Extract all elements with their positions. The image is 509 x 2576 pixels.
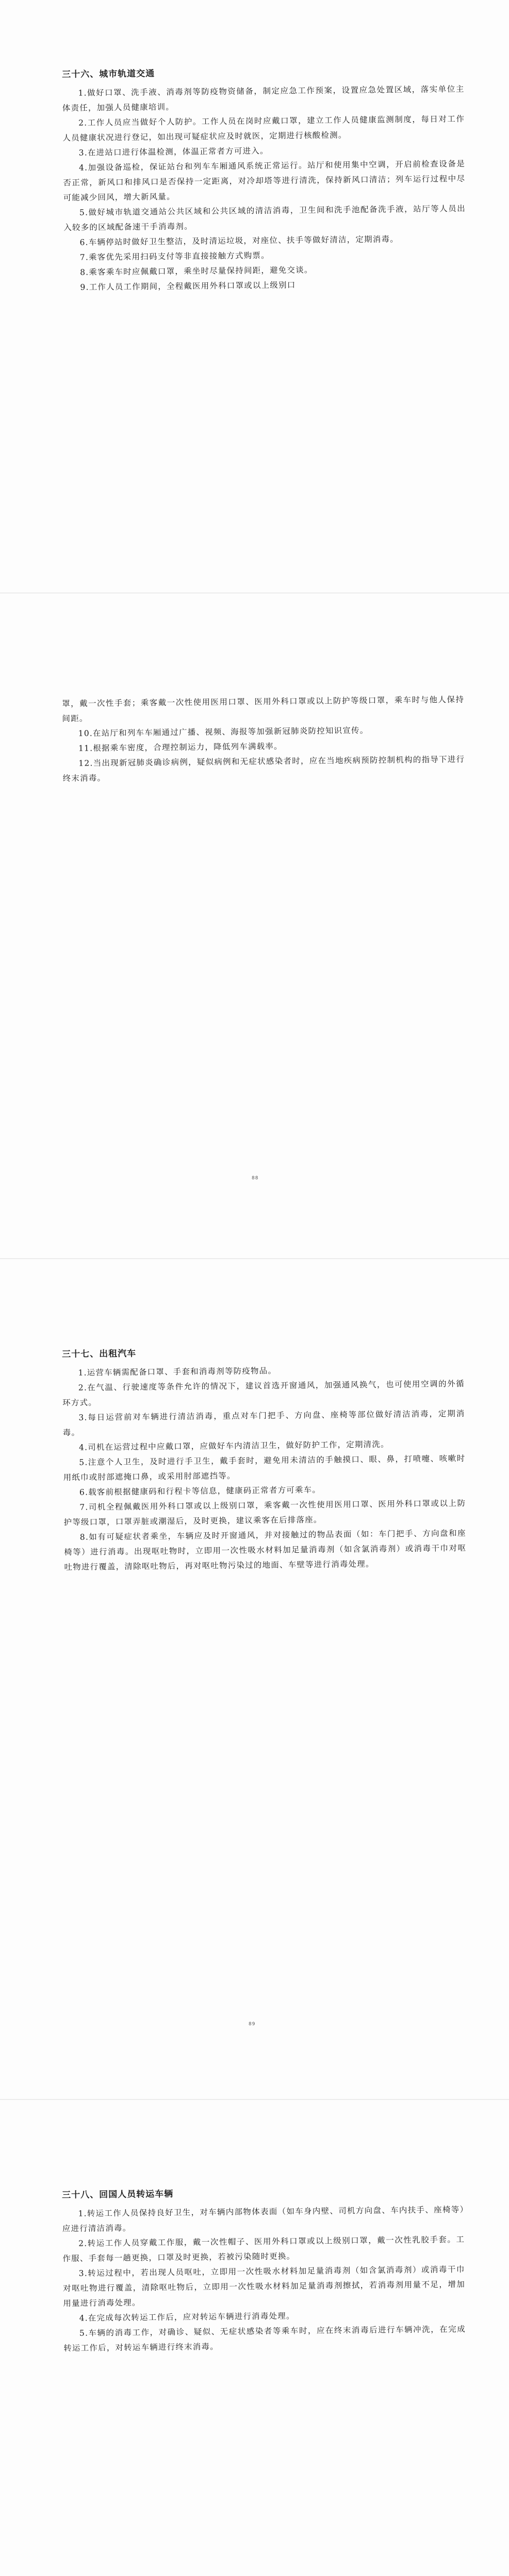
page-content bbox=[62, 2183, 466, 2356]
section-heading: 三十六、城市轨道交通 bbox=[62, 69, 155, 80]
paragraph: 2.工作人员应当做好个人防护。工作人员在岗时应戴口罩，建立工作人员健康监测制度，每日对工作人员健康状况进行登记，如出现可疑症状应及时就医，定期进行核酸检测。 bbox=[62, 114, 465, 143]
paragraph: 2.转运工作人员穿戴工作服，戴一次性帽子、医用外科口罩或以上级别口罩，戴一次性乳胶手套。工作服、手套每一趟更换，口罩及时更换，若被污染随时更换。 bbox=[62, 2234, 465, 2263]
paragraph: 10.在站厅和列车车厢通过广播、视频、海报等加强新冠肺炎防控知识宣传。 bbox=[78, 725, 369, 738]
paragraph: 12.当出现新冠肺炎确诊病例，疑似病例和无症状感染者时，应在当地疾病预防控制机构的指导下进行终末消毒。 bbox=[62, 754, 465, 783]
paragraph: 5.注意个人卫生，及时进行手卫生，戴手套时，避免用未清洁的手触摸口、眼、鼻，打喷嚏、咳嗽时用纸巾或肘部遮掩口鼻，或采用肘部遮挡等。 bbox=[63, 1453, 466, 1482]
paragraph: 7.司机全程佩戴医用外科口罩或以上级别口罩，乘客戴一次性使用医用口罩、医用外科口罩或以上防护等级口罩，口罩弄脏或潮湿后，及时更换，建议乘客在后排落座。 bbox=[63, 1498, 466, 1527]
paragraph: 2.在气温、行驶速度等条件允许的情况下，建议首选开窗通风，加强通风换气，也可使用空调的外循环方式。 bbox=[62, 1379, 465, 1408]
paragraph: 3.转运过程中，若出现人员呕吐，立即用一次性吸水材料加足量消毒剂（如含氯消毒剂）或消毒干巾对呕吐物进行覆盖，清除呕吐物后，立即用一次性吸水材料加足量消毒剂擦拭，若消毒剂用量不足，增加用量进行消毒处理。 bbox=[62, 2264, 466, 2308]
paragraph: 5.做好城市轨道交通站公共区域和公共区域的清洁消毒，卫生间和洗手池配备洗手液，站厅等人员出入较多的区域配备速干手消毒剂。 bbox=[63, 204, 466, 232]
paragraph: 3.每日运营前对车辆进行清洁消毒，重点对车门把手、方向盘、座椅等部位做好清洁消毒，定期消毒。 bbox=[62, 1409, 465, 1437]
page-number: 89 bbox=[249, 2022, 256, 2027]
document-page-2 bbox=[0, 594, 509, 1258]
page-content bbox=[62, 692, 465, 786]
document-page-3 bbox=[0, 1259, 509, 2099]
section-heading: 三十七、出租汽车 bbox=[62, 1348, 137, 1360]
page-content bbox=[62, 1343, 467, 1575]
page-content bbox=[62, 63, 467, 295]
paragraph: 5.车辆的消毒工作，对确诊、疑似、无症状感染者等乘车时，应在终末消毒后进行车辆冲洗，在完成转运工作后，对转运车辆进行终末消毒。 bbox=[63, 2324, 466, 2353]
document-page-1 bbox=[0, 0, 509, 592]
paragraph: 8.乘客乘车时应佩戴口罩，乘坐时尽量保持间距，避免交谈。 bbox=[80, 265, 313, 277]
paragraph: 1.运营车辆需配备口罩、手套和消毒剂等防疫物品。 bbox=[78, 1366, 277, 1378]
document-page-4 bbox=[0, 2100, 509, 2576]
paragraph: 9.工作人员工作期间，全程戴医用外科口罩或以上级别口 bbox=[80, 280, 296, 292]
paragraph: 4.在完成每次转运工作后，应对转运车辆进行消毒处理。 bbox=[79, 2311, 295, 2323]
paragraph: 11.根据乘车密度，合理控制运力，降低列车满载率。 bbox=[78, 741, 283, 753]
paragraph: 7.乘客优先采用扫码支付等非直接接触方式购票。 bbox=[79, 250, 270, 262]
paragraph: 8.如有可疑症状者乘坐，车辆应及时开窗通风，并对接触过的物品表面（如：车门把手、方向盘和座椅等）进行消毒。出现呕吐物时，立即用一次性吸水材料加足量消毒剂（如含氯消毒剂）或消毒干巾对呕吐物进行覆盖，清除呕吐物后，再对呕吐物污染过的地面、车壁等进行消毒处理。 bbox=[64, 1528, 467, 1572]
section-heading: 三十八、回国人员转运车辆 bbox=[62, 2189, 174, 2200]
paragraph: 4.司机在运营过程中应戴口罩，应做好车内清洁卫生，做好防护工作，定期清洗。 bbox=[78, 1439, 389, 1452]
paragraph: 4.加强设备巡检，保证站台和列车车厢通风系统正常运行。站厅和使用集中空调，开启前检查设备是否正常，新风口和排风口是否保持一定距离，对冷却塔等进行清洗，保持新风口清洁；列车运行过程中尽可能减少回风，增大新风量。 bbox=[63, 159, 466, 202]
paragraph: 罩，戴一次性手套；乘客戴一次性使用医用口罩、医用外科口罩或以上防护等级口罩，乘车时与他人保持间距。 bbox=[62, 694, 465, 723]
paragraph: 1.转运工作人员保持良好卫生，对车辆内部物体表面（如车身内壁、司机方向盘、车内扶手、座椅等）应进行清洁消毒。 bbox=[62, 2205, 465, 2233]
paragraph: 1.做好口罩、洗手液、消毒剂等防疫物资储备，制定应急工作预案，设置应急处置区域，落实单位主体责任，加强人员健康培训。 bbox=[62, 84, 465, 113]
page-number: 88 bbox=[252, 1176, 259, 1181]
paragraph: 6.载客前根据健康码和行程卡等信息，健康码正常者方可乘车。 bbox=[79, 1485, 321, 1497]
paragraph: 3.在进站口进行体温检测，体温正常者方可进入。 bbox=[78, 146, 269, 158]
paragraph: 6.车辆停站时做好卫生整洁，及时清运垃圾，对座位、扶手等做好清洁，定期消毒。 bbox=[79, 234, 399, 247]
